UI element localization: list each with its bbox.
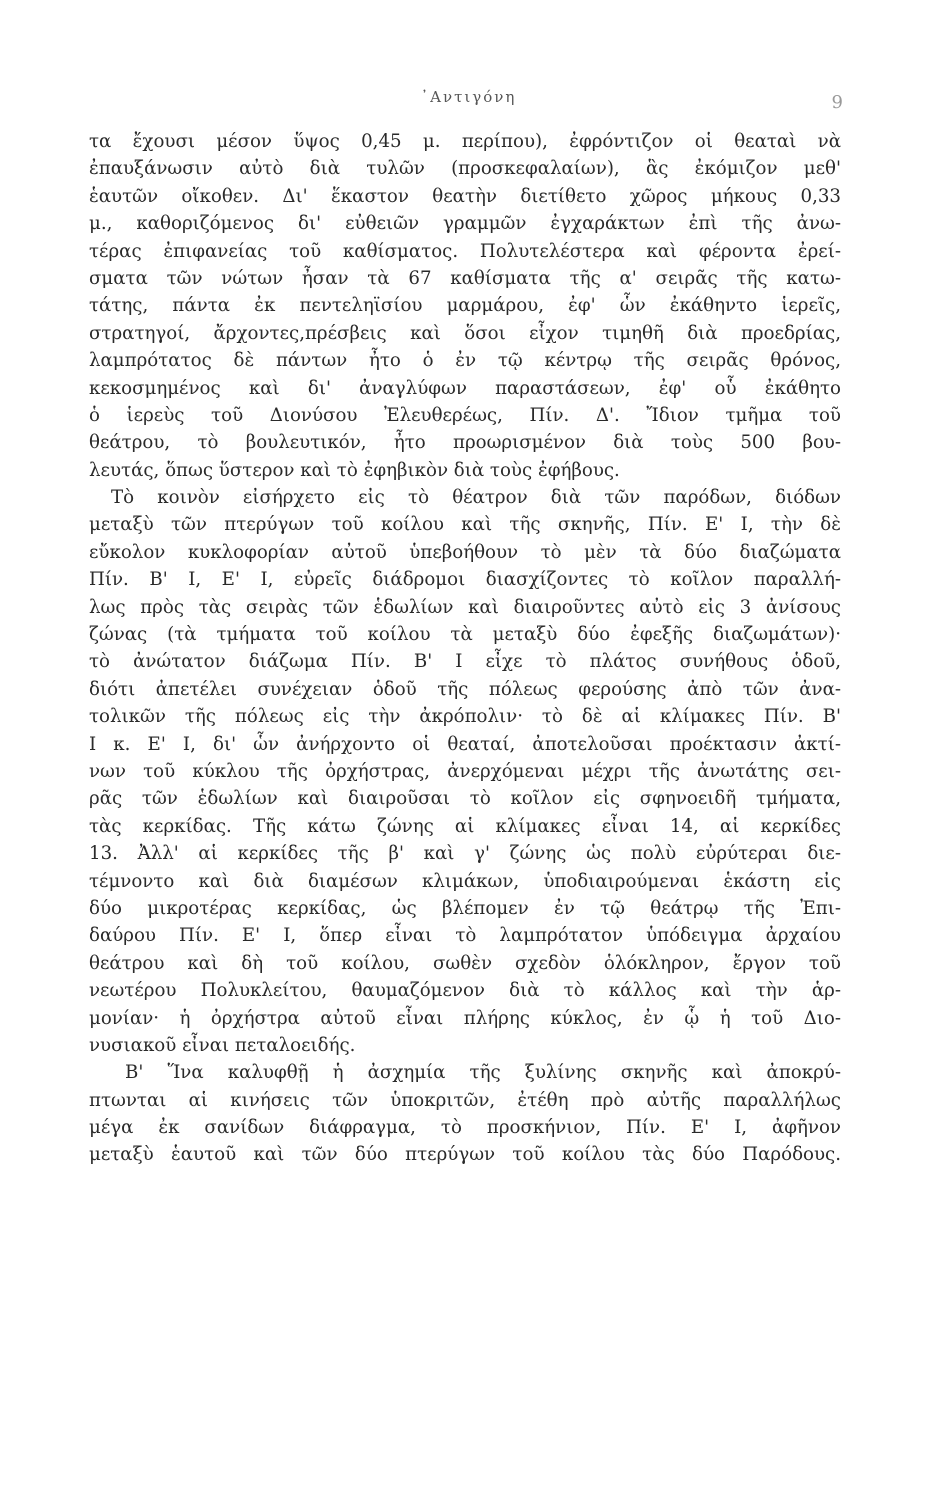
text-line: μέγα ἐκ σανίδων διάφραγμα, τὸ προσκήνιον, Πίν. Ε' Ι, ἀφῆνον (89, 1117, 841, 1139)
paragraph-start-line: Β' Ἵνα καλυφθῇ ἡ ἀσχημία τῆς ξυλίνης σκηνῆς καὶ ἀποκρύ- (125, 1062, 841, 1084)
paragraph-start-line: Τὸ κοινὸν εἰσήρχετο εἰς τὸ θέατρον διὰ τῶν παρόδων, διόδων (111, 487, 841, 509)
text-line: νυσιακοῦ εἶναι πεταλοειδής. (89, 1034, 356, 1056)
text-line: Ι κ. Ε' Ι, δι' ὧν ἀνήρχοντο οἱ θεαταί, ἀποτελοῦσαι προέκτασιν ἀκτί- (89, 733, 841, 755)
text-line: ἐπαυξάνωσιν αὐτὸ διὰ τυλῶν (προσκεφαλαίων), ἃς ἐκόμιζον μεθ' (89, 158, 841, 180)
running-head: ᾿Αντιγόνη (420, 88, 517, 106)
text-line: λευτάς, ὅπως ὕστερον καὶ τὸ ἐφηβικὸν διὰ τοὺς ἐφήβους. (89, 459, 620, 481)
text-line: εὔκολον κυκλοφορίαν αὐτοῦ ὑπεβοήθουν τὸ μὲν τὰ δύο διαζώματα (89, 541, 841, 563)
text-line: μονίαν· ἡ ὀρχήστρα αὐτοῦ εἶναι πλήρης κύκλος, ἐν ᾧ ἡ τοῦ Διο- (89, 1007, 841, 1029)
text-line: σματα τῶν νώτων ἦσαν τὰ 67 καθίσματα τῆς α' σειρᾶς τῆς κατω- (89, 267, 841, 289)
text-line: κεκοσμημένος καὶ δι' ἀναγλύφων παραστάσεων, ἐφ' οὗ ἐκάθητο (89, 377, 841, 399)
text-line: θεάτρου καὶ δὴ τοῦ κοίλου, σωθὲν σχεδὸν ὁλόκληρον, ἔργον τοῦ (89, 952, 841, 974)
text-line: λαμπρότατος δὲ πάντων ἦτο ὁ ἐν τῷ κέντρῳ τῆς σειρᾶς θρόνος, (89, 350, 841, 372)
text-line: στρατηγοί, ἄρχοντες,πρέσβεις καὶ ὅσοι εἶχον τιμηθῆ διὰ προεδρίας, (89, 322, 841, 344)
text-line: δαύρου Πίν. Ε' Ι, ὅπερ εἶναι τὸ λαμπρότατον ὑπόδειγμα ἀρχαίου (89, 925, 841, 947)
text-line: νων τοῦ κύκλου τῆς ὀρχήστρας, ἀνερχόμεναι μέχρι τῆς ἀνωτάτης σει- (89, 760, 841, 782)
text-line: μεταξὺ ἑαυτοῦ καὶ τῶν δύο πτερύγων τοῦ κοίλου τὰς δύο Παρόδους. (89, 1144, 841, 1166)
text-line: τολικῶν τῆς πόλεως εἰς τὴν ἀκρόπολιν· τὸ δὲ αἱ κλίμακες Πίν. Β' (89, 706, 841, 728)
text-line: τὸ ἀνώτατον διάζωμα Πίν. Β' Ι εἶχε τὸ πλάτος συνήθους ὁδοῦ, (89, 651, 841, 673)
text-line: ἑαυτῶν οἴκοθεν. Δι' ἕκαστον θεατὴν διετίθετο χῶρος μήκους 0,33 (89, 185, 841, 207)
text-line: τα ἔχουσι μέσον ὕψος 0,45 μ. περίπου), ἐφρόντιζον οἱ θεαταὶ νὰ (89, 131, 841, 152)
text-line: θεάτρου, τὸ βουλευτικόν, ἦτο προωρισμένον διὰ τοὺς 500 βου- (89, 432, 841, 454)
body-text (89, 128, 841, 1169)
text-line: νεωτέρου Πολυκλείτου, θαυμαζόμενον διὰ τὸ κάλλος καὶ τὴν ἁρ- (89, 980, 841, 1002)
text-line: πτωνται αἱ κινήσεις τῶν ὑποκριτῶν, ἐτέθη πρὸ αὐτῆς παραλλήλως (89, 1089, 841, 1111)
text-line: δύο μικροτέρας κερκίδας, ὡς βλέπομεν ἐν τῷ θεάτρῳ τῆς Ἐπι- (89, 897, 841, 919)
text-line: διότι ἀπετέλει συνέχειαν ὁδοῦ τῆς πόλεως φερούσης ἀπὸ τῶν ἀνα- (89, 678, 841, 700)
text-line: ρᾶς τῶν ἑδωλίων καὶ διαιροῦσαι τὸ κοῖλον εἰς σφηνοειδῆ τμήματα, (89, 788, 841, 810)
text-line: μεταξὺ τῶν πτερύγων τοῦ κοίλου καὶ τῆς σκηνῆς, Πίν. Ε' Ι, τὴν δὲ (89, 514, 841, 536)
text-line: Πίν. Β' Ι, Ε' Ι, εὐρεῖς διάδρομοι διασχίζοντες τὸ κοῖλον παραλλή- (89, 569, 841, 591)
text-line: τάτης, πάντα ἐκ πεντεληϊσίου μαρμάρου, ἐφ' ὧν ἐκάθηντο ἱερεῖς, (89, 295, 841, 317)
text-line: λως πρὸς τὰς σειρὰς τῶν ἑδωλίων καὶ διαιροῦντες αὐτὸ εἰς 3 ἀνίσους (89, 596, 841, 618)
text-line: 13. Ἀλλ' αἱ κερκίδες τῆς β' καὶ γ' ζώνης ὡς πολὺ εὐρύτεραι διε- (89, 843, 841, 865)
text-line: ὁ ἱερεὺς τοῦ Διονύσου Ἐλευθερέως, Πίν. Δ'. Ἴδιον τμῆμα τοῦ (89, 404, 841, 426)
text-line: τὰς κερκίδας. Τῆς κάτω ζώνης αἱ κλίμακες εἶναι 14, αἱ κερκίδες (89, 815, 841, 837)
text-line: ζώνας (τὰ τμήματα τοῦ κοίλου τὰ μεταξὺ δύο ἐφεξῆς διαζωμάτων)· (89, 624, 841, 646)
text-line: μ., καθοριζόμενος δι' εὐθειῶν γραμμῶν ἐγχαράκτων ἐπὶ τῆς ἀνω- (89, 213, 841, 235)
text-line: τέρας ἐπιφανείας τοῦ καθίσματος. Πολυτελέστερα καὶ φέροντα ἐρεί- (89, 240, 841, 262)
text-line: τέμνοντο καὶ διὰ διαμέσων κλιμάκων, ὑποδιαιρούμεναι ἑκάστη εἰς (89, 870, 841, 892)
page-number: 9 (831, 92, 843, 113)
